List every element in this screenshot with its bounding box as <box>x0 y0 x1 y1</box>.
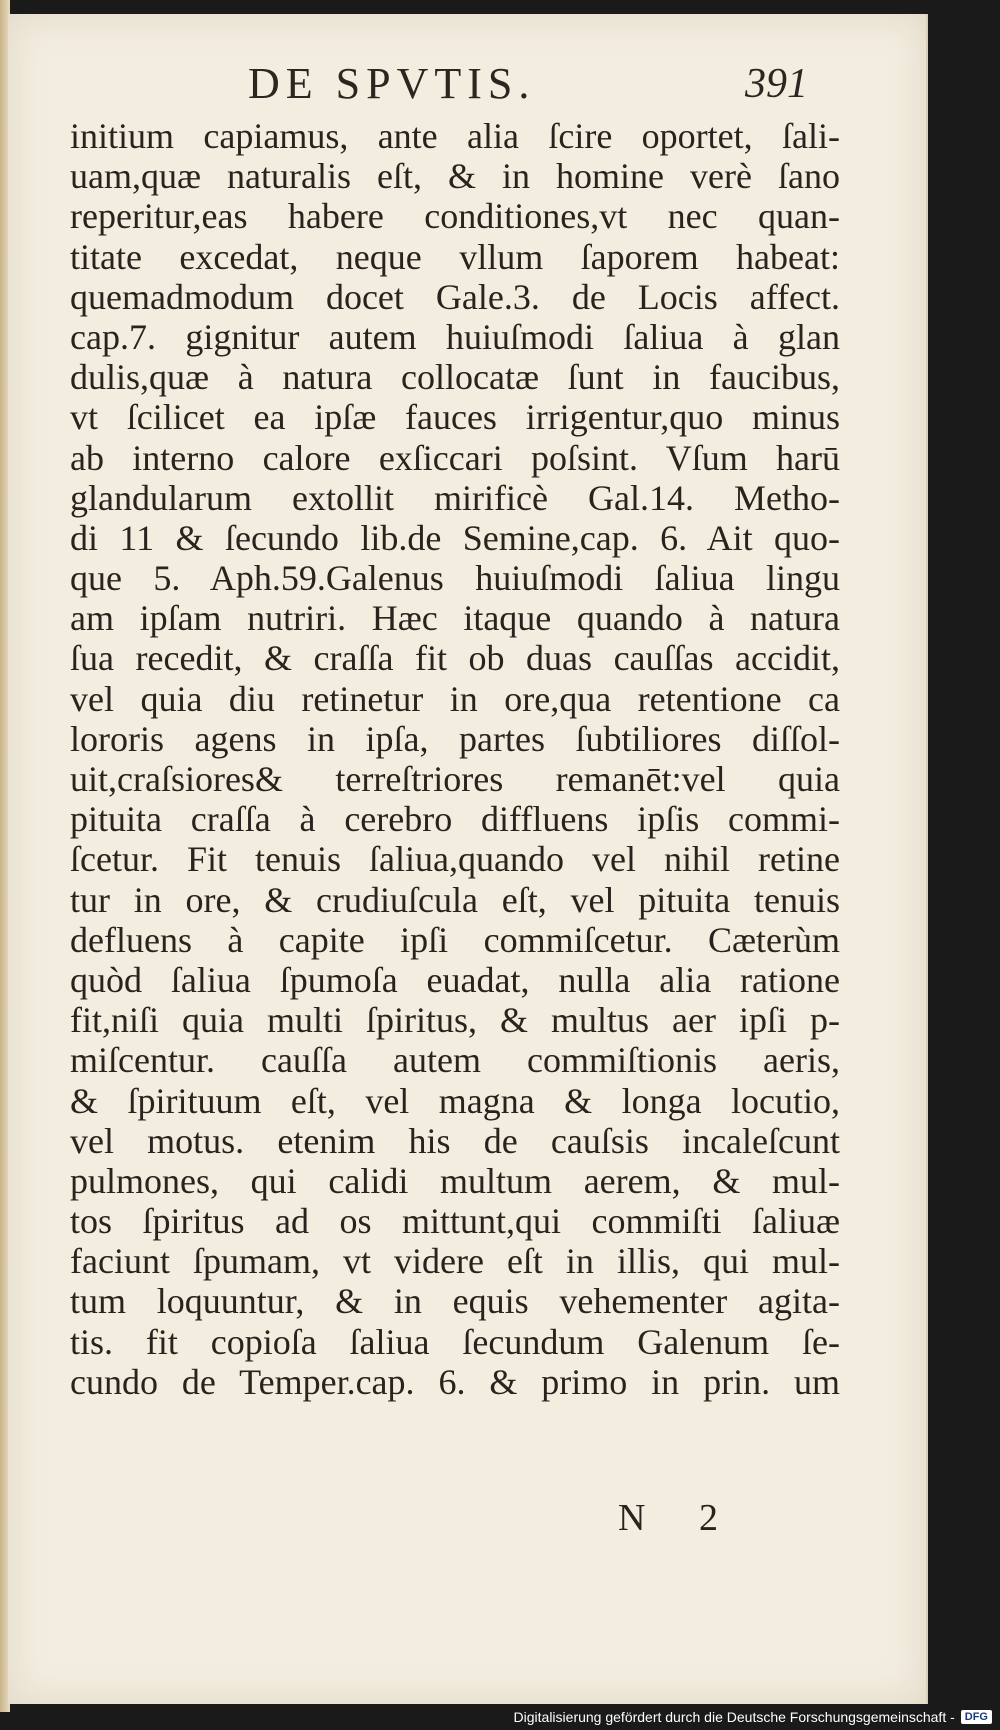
book-page <box>8 14 928 1704</box>
text-line: ſcetur. Fit tenuis ſaliua,quando vel nihil retine <box>70 839 840 880</box>
text-line: pulmones, qui calidi multum aerem, & mul- <box>70 1160 840 1201</box>
text-line: defluens à capite ipſi commiſcetur. Cæterùm <box>70 919 840 960</box>
body-text <box>70 116 840 1402</box>
text-line: ſua recedit, & craſſa fit ob duas cauſſas accidit, <box>70 638 840 679</box>
text-line: am ipſam nutriri. Hæc itaque quando à natura <box>70 598 840 639</box>
text-line: fit,niſi quia multi ſpiritus, & multus aer ipſi p- <box>70 1000 840 1041</box>
funding-note: Digitalisierung gefördert durch die Deutsche Forschungsgemeinschaft - <box>513 1709 955 1725</box>
text-line: que 5. Aph.59.Galenus huiuſmodi ſaliua lingu <box>70 558 840 599</box>
text-line: tum loquuntur, & in equis vehementer agita- <box>70 1281 840 1322</box>
running-title: DE SPVTIS. <box>248 59 536 108</box>
text-line: cundo de Temper.cap. 6. & primo in prin. um <box>70 1361 840 1402</box>
text-line: tur in ore, & crudiuſcula eſt, vel pituita tenuis <box>70 879 840 920</box>
text-line: quemadmodum docet Gale.3. de Locis affect. <box>70 276 840 317</box>
text-line: tis. fit copioſa ſaliua ſecundum Galenum ſe- <box>70 1321 840 1362</box>
text-line: glandularum extollit mirificè Gal.14. Metho- <box>70 477 840 518</box>
text-line: miſcentur. cauſſa autem commiſtionis aeris, <box>70 1040 840 1081</box>
page-number: 391 <box>745 61 808 107</box>
dfg-logo: DFG <box>961 1710 992 1724</box>
text-line: ab interno calore exſiccari poſsint. Vſum harū <box>70 437 840 478</box>
text-line: faciunt ſpumam, vt videre eſt in illis, qui mul- <box>70 1241 840 1282</box>
text-line: initium capiamus, ante alia ſcire oportet, ſali- <box>70 116 840 156</box>
text-line: tos ſpiritus ad os mittunt,qui commiſti ſaliuæ <box>70 1201 840 1242</box>
text-line: uam,quæ naturalis eſt, & in homine verè ſano <box>70 156 840 197</box>
signature-mark: N 2 <box>618 1497 740 1539</box>
text-line: & ſpirituum eſt, vel magna & longa locutio, <box>70 1080 840 1121</box>
text-line: di 11 & ſecundo lib.de Semine,cap. 6. Ait quo- <box>70 517 840 558</box>
digitization-footer <box>514 1706 992 1728</box>
text-line: lororis agens in ipſa, partes ſubtiliores diſſol- <box>70 718 840 759</box>
text-line: vel motus. etenim his de cauſsis incaleſcunt <box>70 1120 840 1161</box>
text-line: vel quia diu retinetur in ore,qua retentione ca <box>70 678 840 719</box>
text-line: reperitur,eas habere conditiones,vt nec quan- <box>70 196 840 237</box>
text-line: dulis,quæ à natura collocatæ ſunt in faucibus, <box>70 357 840 398</box>
text-line: pituita craſſa à cerebro diffluens ipſis commi- <box>70 799 840 840</box>
text-line: titate excedat, neque vllum ſaporem habeat: <box>70 236 840 277</box>
text-line: quòd ſaliua ſpumoſa euadat, nulla alia ratione <box>70 959 840 1000</box>
text-line: vt ſcilicet ea ipſæ fauces irrigentur,quo minus <box>70 397 840 438</box>
text-line: cap.7. gignitur autem huiuſmodi ſaliua à glan <box>70 316 840 357</box>
text-line: uit,craſsiores& terreſtriores remanēt:vel quia <box>70 759 840 799</box>
page-header <box>8 54 926 114</box>
